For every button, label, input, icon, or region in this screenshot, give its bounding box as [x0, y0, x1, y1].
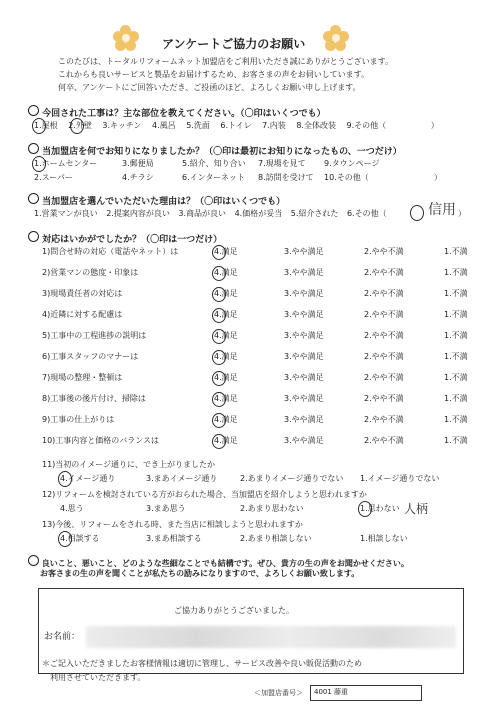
q13-option-3[interactable]: 3.まあ相談する: [146, 534, 202, 543]
q4-row-selected[interactable]: 4.満足: [214, 415, 238, 424]
q4-row-selected[interactable]: 4.満足: [214, 268, 238, 277]
q4-hand-circle: [212, 266, 226, 281]
q4-row: [42, 436, 468, 446]
q3-option-referred[interactable]: 5.紹介された: [290, 209, 339, 218]
q1-option-bath[interactable]: 4.風呂: [152, 121, 176, 130]
member-number-value: 4001 藤重: [314, 688, 349, 696]
q4-row-selected[interactable]: 4.満足: [214, 352, 238, 361]
flower-icon-left: [113, 25, 139, 51]
bullet-icon: [28, 143, 39, 154]
hand-circle-q1-2: [70, 118, 84, 134]
intro-line-3: 何卒、アンケートにご回答いただき、ご投函のほど、よろしくお願い申し上げます。: [58, 83, 361, 92]
q4-hand-circle: [212, 350, 226, 365]
comments-line-1: 良いこと、悪いこと、どのような些細なことでも結構です。ぜひ、貴方の生の声をお聞かせください。: [28, 555, 409, 569]
q3-close: ）: [458, 209, 466, 218]
q4-row-scale-option[interactable]: 1.不満: [444, 373, 468, 382]
q4-hand-circle: [212, 434, 226, 449]
hand-circle-q3: [410, 205, 424, 221]
q4-row-scale-option[interactable]: 3.やや満足: [284, 352, 324, 361]
q4-row-scale-option[interactable]: 3.やや満足: [284, 289, 324, 298]
q4-hand-circle: [212, 329, 226, 344]
hand-circle-q13: [58, 531, 72, 547]
q1-heading: 今回された工事は？主な部位を教えてください。（〇印はいくつでも）: [28, 105, 326, 120]
q3-handwritten-answer: 信用: [428, 202, 456, 218]
hand-circle-q1-1: [32, 118, 46, 134]
q4-row-selected[interactable]: 4.満足: [214, 247, 238, 256]
q4-row-scale-option[interactable]: 2.やや不満: [364, 331, 404, 340]
q4-row-label: 7)現場の整理・整頓は: [42, 373, 123, 382]
q4-row-scale-option[interactable]: 1.不満: [444, 247, 468, 256]
intro-line-1: このたびは、トータルリフォームネット加盟店をご利用いただき誠にありがとうございます。: [58, 57, 393, 66]
q4-row-label: 2)営業マンの態度・印象は: [42, 268, 139, 277]
q4-row-selected[interactable]: 4.満足: [214, 289, 238, 298]
q4-row: [42, 415, 468, 425]
q1-option-roof[interactable]: 1.屋根: [34, 121, 58, 130]
q4-row: [42, 268, 468, 278]
q4-row: [42, 352, 468, 362]
q4-row-label: 1)問合せ時の対応（電話やネット）は: [42, 247, 179, 256]
q4-row-scale-option[interactable]: 2.やや不満: [364, 289, 404, 298]
q12-label: 12)リフォームを検討されている方がおられた場合、当加盟店を紹介しようと思われますか: [42, 490, 367, 499]
q4-row-scale-option[interactable]: 1.不満: [444, 415, 468, 424]
q3-option-sales[interactable]: 1.営業マンが良い: [34, 209, 98, 218]
q4-hand-circle: [212, 371, 226, 386]
q1-option-kitchen[interactable]: 3.キッチン: [102, 121, 142, 130]
q4-row-scale-option[interactable]: 1.不満: [444, 352, 468, 361]
q13-option-1[interactable]: 1.相談しない: [360, 534, 408, 543]
q12-option-1[interactable]: 1.思わない: [360, 504, 400, 513]
hand-circle-q11: [58, 471, 72, 487]
q12-options: [60, 504, 400, 514]
q4-row-selected[interactable]: 4.満足: [214, 373, 238, 382]
q4-row-scale-option[interactable]: 3.やや満足: [284, 394, 324, 403]
q4-row-scale-option[interactable]: 2.やや不満: [364, 268, 404, 277]
q4-row-scale-option[interactable]: 3.やや満足: [284, 247, 324, 256]
q4-row: [42, 247, 468, 257]
q4-row-label: 8)工事後の後片付け、掃除は: [42, 394, 146, 403]
q4-row-scale-option[interactable]: 1.不満: [444, 289, 468, 298]
q4-row-scale-option[interactable]: 2.やや不満: [364, 394, 404, 403]
q1-option-toilet[interactable]: 6.トイレ: [220, 121, 252, 130]
q4-row-scale-option[interactable]: 2.やや不満: [364, 247, 404, 256]
q2-row-2: 2.スーパー 4.チラシ 6.インターネット 8.訪問を受けて 10.その他（ ）: [34, 173, 442, 182]
q4-row: [42, 289, 468, 299]
thanks-text-visible: ご協力ありがとうございました。: [174, 606, 294, 615]
hand-circle-q2: [32, 156, 46, 172]
q13-option-2[interactable]: 2.あまり相談しない: [240, 534, 312, 543]
q4-row-scale-option[interactable]: 2.やや不満: [364, 415, 404, 424]
q11-option-4[interactable]: 4.イメージ通り: [60, 474, 116, 483]
q1-option-other[interactable]: 9.その他（: [346, 121, 387, 130]
q4-row-scale-option[interactable]: 3.やや満足: [284, 268, 324, 277]
q4-row: [42, 394, 468, 404]
q2-option-site[interactable]: 7.現場を見て: [258, 159, 306, 168]
q4-hand-circle: [212, 287, 226, 302]
q3-option-proposal[interactable]: 2.提案内容が良い: [106, 209, 170, 218]
comments-line-2: お客さまの生の声を聞くことが私たちの励みになりますので、よろしくお願い致します。: [40, 569, 360, 578]
q4-hand-circle: [212, 413, 226, 428]
q4-row: [42, 331, 468, 341]
q4-row-scale-option[interactable]: 3.やや満足: [284, 436, 324, 445]
q12-option-4[interactable]: 4.思う: [60, 504, 84, 513]
hand-circle-q12: [358, 501, 372, 517]
q4-row: [42, 310, 468, 320]
privacy-notice-2: 利用させていただきます。: [50, 673, 146, 682]
intro-line-2: これからも良いサービスと製品をお届けするため、お客さまの声をお伺いしています。: [58, 70, 370, 79]
q4-row-scale-option[interactable]: 3.やや満足: [284, 415, 324, 424]
q4-row-selected[interactable]: 4.満足: [214, 394, 238, 403]
q4-row-scale-option[interactable]: 2.やや不満: [364, 310, 404, 319]
q4-row-label: 3)現場責任者の対応は: [42, 289, 123, 298]
q4-hand-circle: [212, 308, 226, 323]
q3-options: [34, 209, 387, 219]
q11-option-3[interactable]: 3.まあイメージ通り: [146, 474, 218, 483]
q1-options: 1.屋根 2.外壁 3.キッチン 4.風呂 5.洗面 6.トイレ 7.内装 8.全体改装 9.その他（ ）: [34, 121, 439, 130]
q4-row-scale-option[interactable]: 1.不満: [444, 268, 468, 277]
q4-row-label: 9)工事の仕上がりは: [42, 415, 115, 424]
q2-option-postoffice[interactable]: 3.郵便局: [122, 159, 154, 168]
q3-option-price[interactable]: 4.価格が妥当: [234, 209, 283, 218]
q11-option-2[interactable]: 2.あまりイメージ通りでない: [240, 474, 344, 483]
q4-row-scale-option[interactable]: 2.やや不満: [364, 373, 404, 382]
q11-option-1[interactable]: 1.イメージ通りでない: [360, 474, 440, 483]
q3-option-other[interactable]: 6.その他（: [346, 209, 387, 218]
q2-option-flyer[interactable]: 4.チラシ: [122, 173, 154, 182]
q4-row-scale-option[interactable]: 1.不満: [444, 331, 468, 340]
bullet-icon: [28, 555, 39, 566]
q1-option-washroom[interactable]: 5.洗面: [186, 121, 210, 130]
member-number-label: ＜加盟店番号＞: [254, 689, 303, 697]
q4-row-scale-option[interactable]: 3.やや満足: [284, 373, 324, 382]
q4-row-scale-option[interactable]: 3.やや満足: [284, 310, 324, 319]
q4-hand-circle: [212, 245, 226, 260]
flower-icon-right: [323, 25, 349, 51]
q4-row-scale-option[interactable]: 1.不満: [444, 310, 468, 319]
q3-heading: 当加盟店を選んでいただいた理由は？（〇印はいくつでも）: [28, 193, 285, 208]
bullet-icon: [28, 105, 39, 116]
bullet-icon: [28, 193, 39, 204]
q12-handwritten-answer: 人柄: [404, 502, 429, 516]
q2-option-homecenter[interactable]: 1.ホームセンター: [34, 159, 98, 168]
privacy-notice-1: ＊ご記入いただきましたお客様情報は適切に管理し、サービス改善や良い販促活動のため: [42, 659, 362, 668]
q2-option-townpage[interactable]: 9.タウンページ: [324, 159, 380, 168]
q2-option-other[interactable]: 10.その他（: [324, 173, 369, 182]
q4-row: [42, 373, 468, 383]
q4-row-label: 5)工事中の工程進捗の説明は: [42, 331, 147, 340]
q13-option-4[interactable]: 4.相談する: [60, 534, 100, 543]
q4-row-label: 10)工事内容と価格のバランスは: [42, 436, 160, 445]
q2-option-visit[interactable]: 8.訪問を受けて: [258, 173, 314, 182]
q2-heading: 当加盟店を何でお知りになりましたか？（〇印は最初にお知りになったもの、一つだけ）: [28, 143, 402, 158]
q11-label: 11)当初のイメージ通りに、でき上がりましたか: [42, 460, 216, 469]
q1-option-wall[interactable]: 2.外壁: [68, 121, 92, 130]
q12-option-2[interactable]: 2.あまり思わない: [240, 504, 304, 513]
q4-row-selected[interactable]: 4.満足: [214, 310, 238, 319]
q4-row-scale-option[interactable]: 2.やや不満: [364, 436, 404, 445]
q4-row-scale-option[interactable]: 2.やや不満: [364, 352, 404, 361]
name-label: お名前：: [44, 632, 81, 642]
q2-option-referral[interactable]: 5.紹介、知り合い: [182, 159, 246, 168]
q1-option-full[interactable]: 8.全体改装: [296, 121, 336, 130]
q1-option-interior[interactable]: 7.内装: [262, 121, 286, 130]
q4-row-scale-option[interactable]: 1.不満: [444, 394, 468, 403]
q2-option-super[interactable]: 2.スーパー: [34, 173, 73, 182]
q2-option-internet[interactable]: 6.インターネット: [182, 173, 245, 182]
q4-row-selected[interactable]: 4.満足: [214, 436, 238, 445]
q13-label: 13)今後、リフォームをされる時、また当店に相談しようと思われますか: [42, 520, 303, 529]
q4-row-scale-option[interactable]: 3.やや満足: [284, 331, 324, 340]
q12-option-3[interactable]: 3.まあ思う: [146, 504, 186, 513]
page-title: アンケートご協力のお願い: [162, 37, 306, 51]
q3-option-product[interactable]: 3.商品が良い: [178, 209, 227, 218]
name-field-redacted[interactable]: [86, 626, 456, 648]
q4-row-scale-option[interactable]: 1.不満: [444, 436, 468, 445]
q4-row-label: 4)近隣に対する配慮は: [42, 310, 123, 319]
bullet-icon: [28, 231, 39, 242]
q4-row-selected[interactable]: 4.満足: [214, 331, 238, 340]
q4-row-label: 6)工事スタッフのマナーは: [42, 352, 139, 361]
q4-heading: 対応はいかがでしたか？（〇印は一つだけ）: [28, 231, 222, 246]
q4-hand-circle: [212, 392, 226, 407]
